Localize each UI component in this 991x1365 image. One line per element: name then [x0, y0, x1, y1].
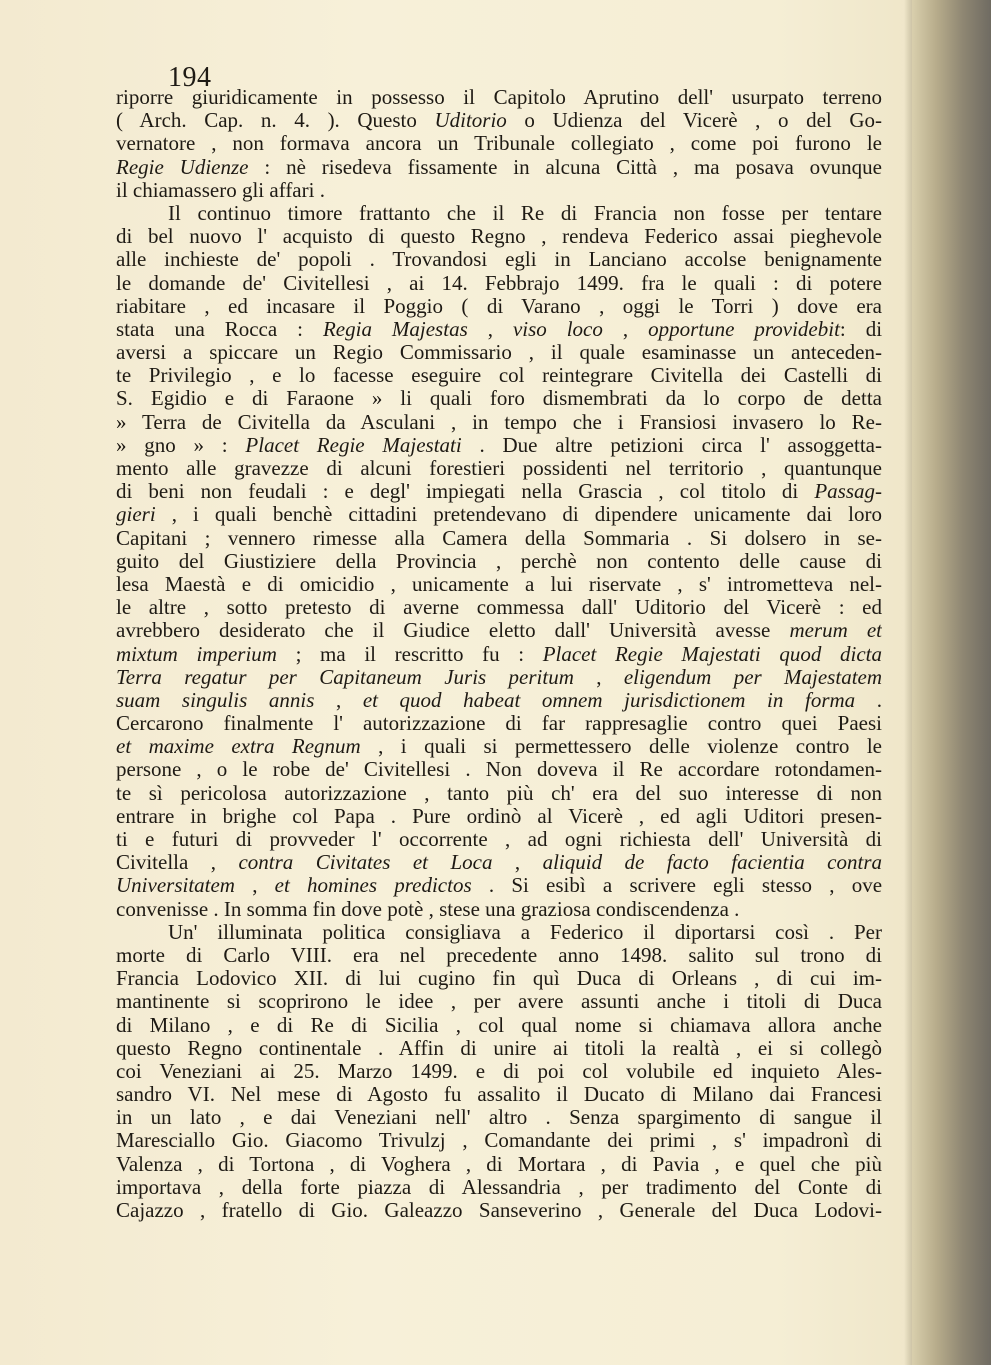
text-segment: , [573, 665, 624, 689]
body-text [116, 86, 882, 1222]
text-segment: » Terra de Civitella da Asculani , in tempo che i Fransiosi invasero lo Re- [116, 410, 882, 434]
text-segment: Maresciallo Gio. Giacomo Trivulzj , Comandante dei primi , s' impadronì di [116, 1129, 882, 1153]
text-segment: , [602, 317, 649, 341]
text-segment: S. Egidio e di Faraone » li quali foro dismembrati da lo corpo de detta [116, 387, 882, 411]
text-segment: Un' illuminata politica consigliava a Federico il diportarsi così . Per [168, 920, 882, 944]
text-line [116, 944, 882, 967]
text-line [116, 225, 882, 248]
text-line [116, 156, 882, 179]
italic-text: merum et [789, 619, 882, 643]
text-line [116, 1060, 882, 1083]
text-segment: ( Arch. Cap. n. 4. ). Questo [116, 109, 435, 133]
text-segment: stata una Rocca : [116, 317, 323, 341]
text-line [116, 898, 882, 921]
text-segment: di bel nuovo l' acquisto di questo Regno , rendeva Federico assai pieghevole [116, 225, 882, 249]
text-segment: ; ma il rescritto fu : [276, 642, 543, 666]
text-segment: guito del Giustiziere della Provincia , perchè non contento delle cause di [116, 549, 882, 573]
text-line [116, 1083, 882, 1106]
text-line [116, 1176, 882, 1199]
text-line [116, 1014, 882, 1037]
text-segment: . [855, 688, 882, 712]
text-line [116, 573, 882, 596]
text-line [116, 132, 882, 155]
text-line [116, 828, 882, 851]
text-line [116, 1106, 882, 1129]
text-line [116, 341, 882, 364]
text-segment: morte di Carlo VIII. era nel precedente anno 1498. salito sul trono di [116, 943, 882, 967]
text-line [116, 666, 882, 689]
italic-text: Passag- [814, 480, 882, 504]
text-segment: vernatore , non formava ancora un Tribunale collegiato , come poi furono le [116, 132, 882, 156]
text-line [116, 596, 882, 619]
text-line [116, 782, 882, 805]
text-segment: » gno » : [116, 433, 246, 457]
italic-text: suam singulis annis [116, 688, 315, 712]
text-segment: questo Regno continentale . Affin di unire ai titoli la realtà , ei si collegò [116, 1036, 882, 1060]
text-line [116, 967, 882, 990]
text-segment: ti e futuri di provveder l' occorrente , ad ogni richiesta dell' Università di [116, 828, 882, 851]
text-segment: le domande de' Civitellesi , ai 14. Febbrajo 1499. fra le quali : di potere [116, 271, 882, 295]
text-segment: : nè risedeva fissamente in alcuna Città , ma posava ovunque [248, 155, 882, 179]
text-segment: o Udienza del Vicerè , o del Go- [506, 109, 882, 133]
italic-text: Terra regatur per Capitaneum Juris peritum [116, 665, 574, 689]
text-segment: , [314, 688, 363, 712]
text-segment: . Due altre petizioni circa l' assoggetta- [461, 433, 882, 457]
page-number: 194 [168, 62, 212, 93]
text-line [116, 272, 882, 295]
italic-text: Placet Regie Majestati [245, 433, 462, 457]
italic-text: mixtum imperium [116, 642, 277, 666]
text-line [116, 874, 882, 897]
text-segment: , [234, 874, 275, 898]
text-line [116, 364, 882, 387]
text-segment: il chiamassero gli affari . [116, 178, 325, 202]
text-segment: sandro VI. Nel mese di Agosto fu assalito il Ducato di Milano dai Francesi [116, 1083, 882, 1107]
text-line [116, 434, 882, 457]
text-line [116, 921, 882, 944]
text-line [116, 1037, 882, 1060]
text-segment: Valenza , di Tortona , di Voghera , di Mortara , di Pavia , e quel che più [116, 1152, 882, 1176]
text-line [116, 689, 882, 712]
text-line [116, 109, 882, 132]
text-segment: , [492, 851, 543, 875]
italic-text: Universitatem [116, 874, 235, 898]
italic-text: et quod habeat omnem jurisdictionem in forma [362, 688, 856, 712]
text-segment: coi Veneziani ai 25. Marzo 1499. e di poi col volubile ed inquieto Ales- [116, 1059, 882, 1083]
text-line [116, 248, 882, 271]
text-segment: riporre giuridicamente in possesso il Capitolo Aprutino dell' usurpato terreno [116, 86, 882, 109]
text-line [116, 318, 882, 341]
italic-text: et maxime extra Regnum [116, 735, 361, 759]
text-segment: mantinente si scoprirono le idee , per avere assunti anche i titoli di Duca [116, 990, 882, 1014]
text-segment: Cercarono finalmente l' autorizzazione di far rappresaglie contro quei Paesi [116, 712, 882, 736]
text-line [116, 1129, 882, 1152]
text-segment: : di [839, 317, 882, 341]
text-segment: . Si esibì a scrivere egli stesso , ove [471, 874, 882, 898]
text-segment: di beni non feudali : e degl' impiegati nella Grascia , col titolo di [116, 480, 815, 504]
text-segment: Francia Lodovico XII. di lui cugino fin quì Duca di Orleans , di cui im- [116, 967, 882, 991]
text-segment: , i quali si permettessero delle violenze contro le [360, 735, 882, 759]
text-segment: Capitani ; vennero rimesse alla Camera della Sommaria . Si dolsero in se- [116, 526, 882, 550]
text-line [116, 735, 882, 758]
text-segment: Cajazzo , fratello di Gio. Galeazzo Sanseverino , Generale del Duca Lodovi- [116, 1199, 882, 1222]
italic-text: et homines predictos [274, 874, 472, 898]
text-segment: persone , o le robe de' Civitellesi . Non doveva il Re accordare rotondamen- [116, 758, 882, 782]
text-segment: di Milano , e di Re di Sicilia , col qual nome si chiamava allora anche [116, 1013, 882, 1037]
italic-text: viso loco [512, 317, 603, 341]
text-segment: riabitare , ed incasare il Poggio ( di Varano , oggi le Torri ) dove era [116, 294, 882, 318]
italic-text: eligendum per Majestatem [623, 665, 882, 689]
italic-text: opportune providebit [648, 317, 840, 341]
italic-text: Placet Regie Majestati quod dicta [542, 642, 882, 666]
text-segment: mento alle gravezze di alcuni forestieri possidenti nel territorio , quantunque [116, 457, 882, 480]
text-line [116, 1153, 882, 1176]
text-line [116, 457, 882, 480]
text-segment: , [467, 317, 513, 341]
page-edge-shadow [904, 0, 912, 1365]
italic-text: Regie Udienze [116, 155, 249, 179]
text-line [116, 1199, 882, 1222]
text-line [116, 550, 882, 573]
italic-text: contra Civitates et Loca [238, 851, 493, 875]
text-line [116, 712, 882, 735]
text-line [116, 86, 882, 109]
text-segment: Il continuo timore frattanto che il Re di Francia non fosse per tentare [168, 201, 882, 225]
text-line [116, 527, 882, 550]
text-line [116, 990, 882, 1013]
text-line [116, 503, 882, 526]
text-segment: importava , della forte piazza di Alessandria , per tradimento del Conte di [116, 1175, 882, 1199]
text-line [116, 179, 882, 202]
text-line [116, 758, 882, 781]
text-line [116, 805, 882, 828]
text-line [116, 851, 882, 874]
text-segment: Civitella , [116, 851, 239, 875]
text-segment: lesa Maestà e di omicidio , unicamente a lui riservate , s' intrometteva nel- [116, 572, 882, 596]
text-line [116, 411, 882, 434]
text-line [116, 643, 882, 666]
text-line [116, 619, 882, 642]
text-line [116, 202, 882, 225]
text-segment: , i quali benchè cittadini pretendevano di dipendere unicamente dai loro [155, 503, 882, 527]
text-segment: convenisse . In somma fin dove potè , stese una graziosa condiscendenza . [116, 897, 740, 921]
text-segment: te Privilegio , e lo facesse eseguire col reintegrare Civitella dei Castelli di [116, 364, 882, 388]
text-segment: te sì pericolosa autorizzazione , tanto più ch' era del suo interesse di non [116, 781, 882, 805]
italic-text: gieri [116, 503, 156, 527]
text-line [116, 387, 882, 410]
text-line [116, 480, 882, 503]
italic-text: Regia Majestas [322, 317, 468, 341]
text-segment: in un lato , e dai Veneziani nell' altro . Senza spargimento di sangue il [116, 1106, 882, 1130]
text-segment: aversi a spiccare un Regio Commissario , il quale esaminasse un anteceden- [116, 341, 882, 365]
text-segment: entrare in brighe col Papa . Pure ordinò al Vicerè , ed agli Uditori presen- [116, 804, 882, 828]
book-spine [912, 0, 991, 1365]
text-segment: avrebbero desiderato che il Giudice eletto dall' Università avesse [116, 619, 790, 643]
italic-text: Uditorio [434, 109, 507, 133]
text-segment: alle inchieste de' popoli . Trovandosi egli in Lanciano accolse benignamente [116, 248, 882, 272]
italic-text: aliquid de facto facientia contra [542, 851, 882, 875]
text-line [116, 295, 882, 318]
text-segment: le altre , sotto pretesto di averne commessa dall' Uditorio del Vicerè : ed [116, 596, 882, 620]
